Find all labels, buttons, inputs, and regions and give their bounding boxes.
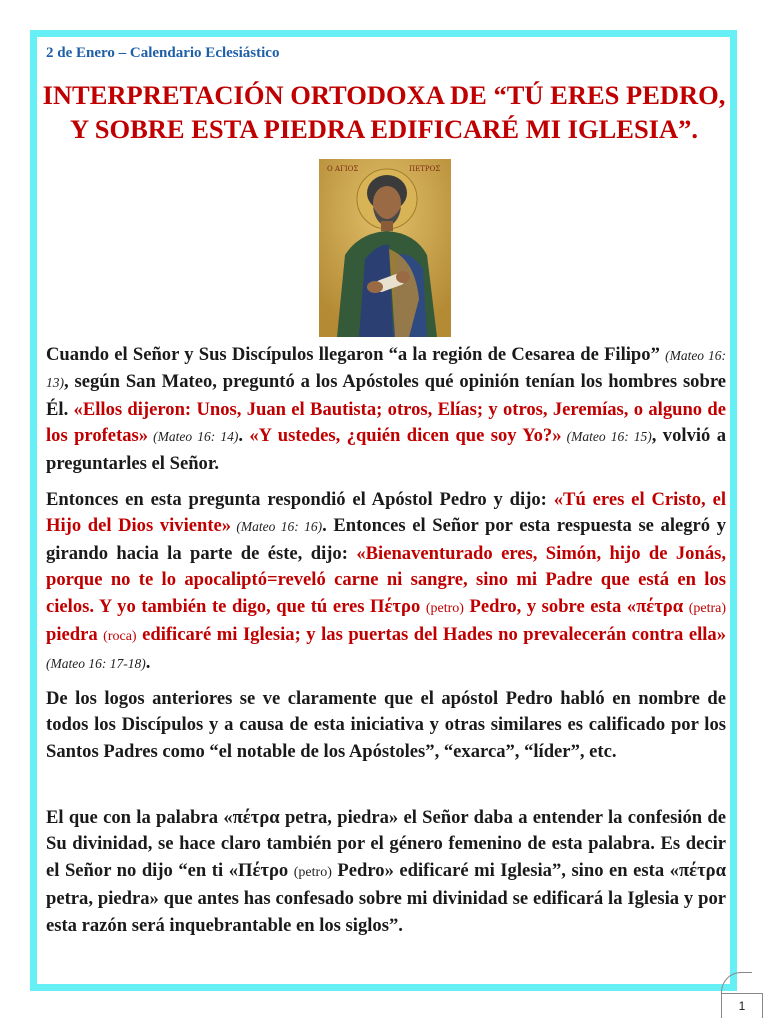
p2-quote-5: edificaré mi Iglesia; y las puertas del Hades no prevalecerán contra ella» — [136, 624, 726, 646]
p2-text-3: . — [145, 652, 151, 674]
p2-gloss-roca: (roca) — [103, 629, 137, 645]
title-line-1: INTERPRETACIÓN ORTODOXA DE “TÚ ERES PEDRO, — [42, 80, 726, 110]
p2-quote-2: «Bienaventurado eres, Simón, hijo de Jonás, porque no te lo apocaliptó=reveló carne ni sangre, sino mi Padre que está en los cielos. Y yo también te digo, que tú eres Πέτρο — [46, 542, 727, 617]
p1-ref-1: (Mateo 16: 13) — [46, 348, 726, 391]
p4-text-1: El que con la palabra «πέτρα petra, piedra» el Señor daba a entender la confesión de Su divinidad, se hace claro también por el género femenino de esta palabra. Es decir el Señor no dijo “en ti «Πέτρο — [46, 807, 726, 881]
icon-image — [319, 159, 451, 337]
p1-text-2: , según San Mateo, preguntó a los Apóstoles qué opinión tenían los hombres sobre Él. — [46, 371, 726, 420]
p1-text-4: , volvió a preguntarles el Señor. — [46, 425, 726, 474]
p2-gloss-petra: (petra) — [688, 600, 726, 616]
p1-quote-2: «Y ustedes, ¿quién dicen que soy Yo?» — [249, 425, 562, 447]
p2-ref-2: (Mateo 16: 17-18) — [46, 656, 146, 672]
icon-inscription-right: ΠΕΤΡΟΣ — [409, 165, 441, 173]
p1-text-1: Cuando el Señor y Sus Discípulos llegaron “a la región de Cesarea de Filipo” — [46, 344, 666, 365]
calendar-header: 2 de Enero – Calendario Eclesiástico — [46, 45, 280, 61]
p2-text-1: Entonces en esta pregunta respondió el Apóstol Pedro y dijo: — [46, 489, 554, 510]
paragraph-1 — [46, 342, 726, 477]
p2-gloss-petro: (petro) — [425, 600, 464, 616]
paragraph-2 — [46, 487, 726, 678]
page-title — [40, 78, 728, 146]
p4-gloss-petro: (petro) — [293, 864, 332, 880]
saint-peter-icon — [319, 159, 451, 337]
p2-ref-1: (Mateo 16: 16) — [231, 519, 323, 535]
paragraph-3: De los logos anteriores se ve claramente que el apóstol Pedro habló en nombre de todos los Discípulos y a causa de esta iniciativa y otras similares es calificado por los Santos Padres como “el notable de los Apóstoles”, “exarca”, “líder”, etc. — [46, 688, 726, 762]
p4-text-2: Pedro» edificaré mi Iglesia”, sino en esta «πέτρα petra, piedra» que antes has confesado sobre mi divinidad se edificará la Iglesia y por esta razón será inquebrantable en los siglos”. — [46, 859, 727, 936]
p2-quote-1: «Tú eres el Cristo, el Hijo del Dios viviente» — [46, 489, 726, 537]
title-line-2: Y SOBRE ESTA PIEDRA EDIFICARÉ MI IGLESIA”. — [69, 114, 699, 144]
p1-text-3: . — [238, 425, 250, 447]
page-number: 1 — [721, 993, 763, 1018]
p2-quote-4: piedra — [46, 624, 104, 646]
p2-text-2: . Entonces el Señor por esta respuesta se alegró y girando hacia la parte de éste, dijo: — [46, 515, 727, 564]
p1-ref-2: (Mateo 16: 14) — [148, 429, 239, 445]
p1-quote-1: «Ellos dijeron: Unos, Juan el Bautista; otros, Elías; y otros, Jeremías, o alguno de los profetas» — [46, 398, 727, 447]
p1-ref-3: (Mateo 16: 15) — [561, 429, 652, 445]
paragraph-4 — [46, 805, 726, 939]
icon-inscription-left: Ο ΑΓΙΟΣ — [327, 165, 359, 173]
p2-quote-3: Pedro, y sobre esta «πέτρα — [463, 595, 689, 617]
